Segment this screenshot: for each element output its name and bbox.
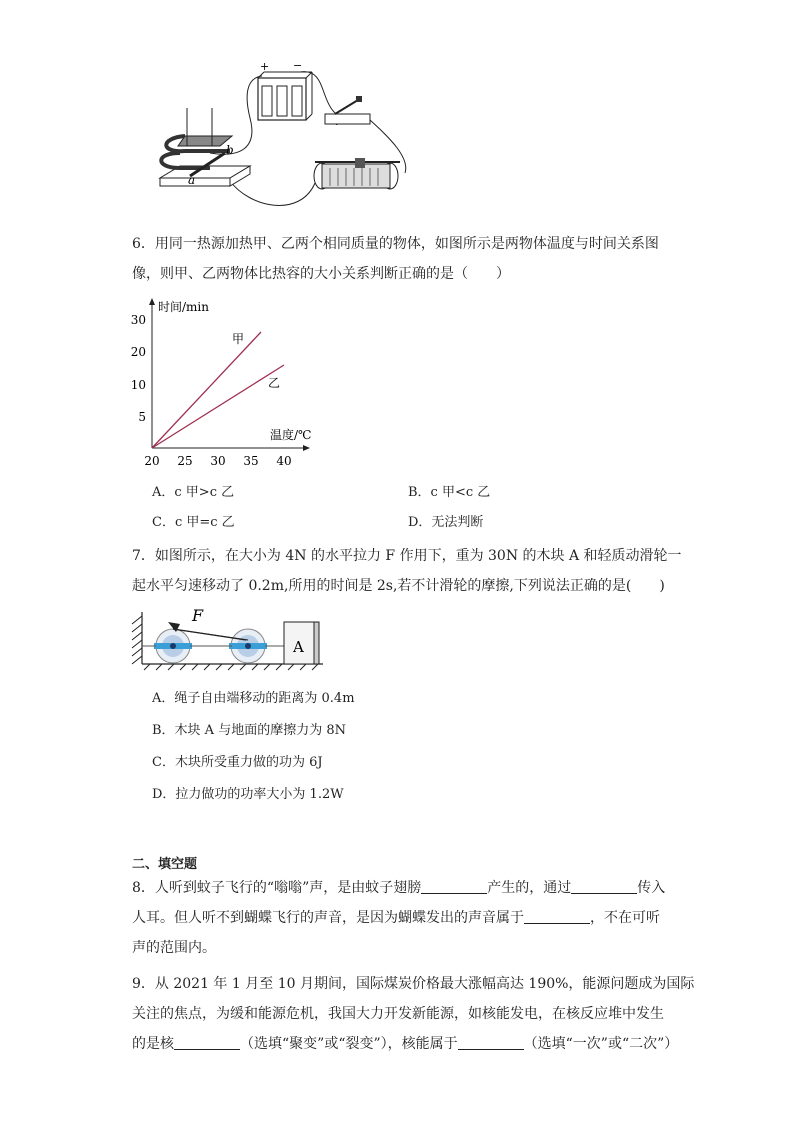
q8-blank-1[interactable] (421, 879, 487, 894)
q9-text-3c: （选填“一次”或“二次”） (523, 1036, 679, 1052)
rheostat-icon (314, 158, 400, 189)
block-label: A (293, 638, 304, 656)
y-axis-label: 时间/min (158, 300, 209, 314)
q7-option-a[interactable]: A．绳子自由端移动的距离为 0.4m (152, 691, 355, 706)
section-title: 二、填空题 (132, 857, 198, 872)
q8-text-1c: 传入 (637, 880, 666, 896)
q7-line2: 起水平匀速移动了 0.2m,所用的时间是 2s,若不计滑轮的摩擦,下列说法正确的是( ) (132, 578, 665, 594)
switch-icon (325, 96, 370, 124)
q6-option-d[interactable]: D．无法判断 (408, 515, 484, 530)
q6-option-c[interactable]: C．c 甲=c 乙 (152, 515, 235, 530)
q6-line1: 6．用同一热源加热甲、乙两个相同质量的物体，如图所示是两物体温度与时间关系图 (132, 236, 659, 252)
q8-line2 (132, 908, 660, 928)
q9-line2: 关注的焦点，为缓和能源危机，我国大力开发新能源，如核能发电，在核反应堆中发生 (132, 1006, 664, 1022)
q8-line3: 声的范围内。 (132, 940, 216, 956)
force-label: F (192, 606, 204, 625)
x-axis-label: 温度/℃ (270, 428, 312, 442)
q7-pulley-figure (128, 602, 328, 672)
q9-text-3b: （选填“聚变”或“裂变”），核能属于 (240, 1036, 458, 1052)
q7-option-c[interactable]: C．木块所受重力做的功为 6J (152, 755, 323, 770)
y-tick-label: 10 (130, 378, 146, 392)
q6-line2: 像，则甲、乙两物体比热容的大小关系判断正确的是（ ） (132, 266, 510, 282)
q9-blank-2[interactable] (458, 1035, 524, 1050)
x-tick-label: 40 (276, 454, 292, 468)
x-tick-label: 20 (144, 454, 160, 468)
y-tick-label: 5 (138, 410, 146, 424)
battery-icon (258, 72, 312, 120)
q7-option-d[interactable]: D．拉力做功的功率大小为 1.2W (152, 787, 344, 802)
circuit-figure (150, 58, 420, 218)
q9-blank-1[interactable] (174, 1035, 240, 1050)
q9-line3 (132, 1034, 678, 1054)
y-tick-label: 30 (130, 313, 146, 327)
battery-minus-label: − (293, 59, 303, 72)
q9-text-3a: 的是核 (132, 1036, 174, 1052)
fixed-pulley-icon (154, 629, 192, 663)
y-tick-label: 20 (130, 345, 146, 359)
q8-text-2a: 人耳。但人听不到蝴蝶飞行的声音，是因为蝴蝶发出的声音属于 (132, 910, 524, 926)
label-a: a (188, 173, 196, 187)
q8-text-1a: 8．人听到蚊子飞行的“嗡嗡”声，是由蚊子翅膀 (132, 880, 422, 896)
q8-blank-2[interactable] (571, 879, 637, 894)
magnet-rail-icon (160, 108, 250, 186)
q7-option-b[interactable]: B．木块 A 与地面的摩擦力为 8N (152, 723, 346, 738)
q8-text-2b: ，不在可听 (590, 910, 660, 926)
x-tick-label: 35 (243, 454, 259, 468)
q8-line1 (132, 878, 665, 898)
battery-plus-label: + (260, 60, 270, 73)
movable-pulley-icon (229, 629, 267, 663)
q9-line1: 9．从 2021 年 1 月至 10 月期间，国际煤炭价格最大涨幅高达 190%，能源问题成为国际 (132, 976, 695, 992)
line-yi-label: 乙 (268, 376, 281, 390)
x-tick-label: 25 (177, 454, 193, 468)
x-tick-label: 30 (210, 454, 226, 468)
q6-option-a[interactable]: A．c 甲>c 乙 (152, 485, 235, 500)
q6-option-b[interactable]: B．c 甲<c 乙 (408, 485, 491, 500)
q6-graph (130, 295, 320, 470)
line-jia-label: 甲 (232, 332, 245, 346)
q8-text-1b: 产生的，通过 (487, 880, 572, 896)
q8-blank-3[interactable] (524, 909, 590, 924)
q7-line1: 7．如图所示，在大小为 4N 的水平拉力 F 作用下，重为 30N 的木块 A 和轻质动滑轮一 (132, 548, 682, 564)
label-b: b (226, 143, 234, 157)
